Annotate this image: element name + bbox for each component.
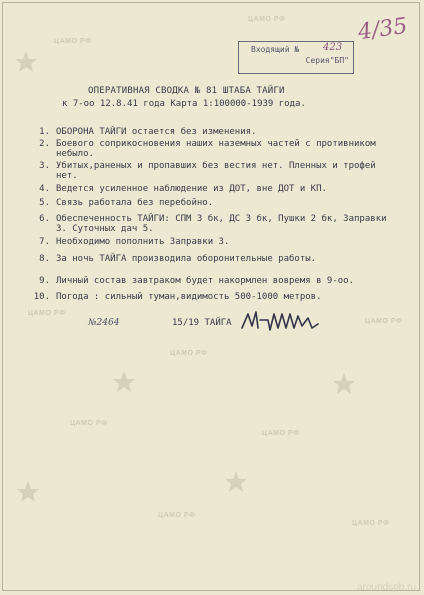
report-item: 6. Обеспеченность ТАЙГИ: СПМ 3 бк, ДС 3 бк, Пушки 2 бк, Заправки 3. Суточных дач 5.: [39, 214, 387, 234]
watermark-text: ЦАМО РФ: [170, 350, 208, 357]
watermark-text: ЦАМО РФ: [248, 16, 286, 23]
watermark-star-icon: [112, 370, 136, 394]
website-watermark: aroundspb.ru: [357, 582, 416, 593]
watermark-star-icon: [332, 372, 356, 396]
report-item: 4. Ведется усиленное наблюдение из ДОТ, вне ДОТ и КП.: [39, 184, 327, 194]
watermark-star-icon: [224, 470, 248, 494]
watermark-text: ЦАМО РФ: [158, 512, 196, 519]
report-item: 2. Боевого соприкосновения наших наземных частей с противником небыло.: [39, 139, 376, 159]
report-item: 3. Убитых,раненых и пропавших без вестия нет. Пленных и трофей нет.: [39, 161, 376, 181]
watermark-star-icon: [14, 50, 38, 74]
document-subtitle: к 7-оо 12.8.41 года Карта 1:100000-1939 года.: [62, 99, 306, 109]
report-item: 1. ОБОРОНА ТАЙГИ остается без изменения.: [39, 127, 257, 137]
watermark-text: ЦАМО РФ: [262, 430, 300, 437]
watermark-star-icon: [16, 480, 40, 504]
stamp-incoming-label: Входящий №: [251, 45, 300, 54]
watermark-text: ЦАМО РФ: [70, 420, 108, 427]
watermark-text: ЦАМО РФ: [28, 310, 66, 317]
document-title: ОПЕРАТИВНАЯ СВОДКА № 81 ШТАБА ТАЙГИ: [88, 86, 285, 96]
stamp-series-label: Серия"БП": [305, 56, 349, 65]
stamp-handwritten-number: 423: [323, 42, 343, 53]
report-item: 10. Погода : сильный туман,видимость 500-1000 метров.: [33, 292, 322, 302]
time-place-line: 15/19 ТАЙГА: [172, 318, 232, 328]
report-item: 8. За ночь ТАЙГА производила оборонительные работы.: [39, 254, 317, 264]
report-item: 9. Личный состав завтраком будет накормлен вовремя в 9-оо.: [39, 276, 355, 286]
handwritten-incoming-number: 4/35: [356, 13, 409, 46]
watermark-text: ЦАМО РФ: [365, 318, 403, 325]
signature-mark: [238, 306, 322, 336]
watermark-text: ЦАМО РФ: [54, 38, 92, 45]
report-item: 5. Связь работала без перебойно.: [39, 198, 214, 208]
report-item: 7. Необходимо пополнить Заправки 3.: [39, 237, 230, 247]
watermark-text: ЦАМО РФ: [352, 520, 390, 527]
registration-number: №2464: [88, 318, 120, 328]
